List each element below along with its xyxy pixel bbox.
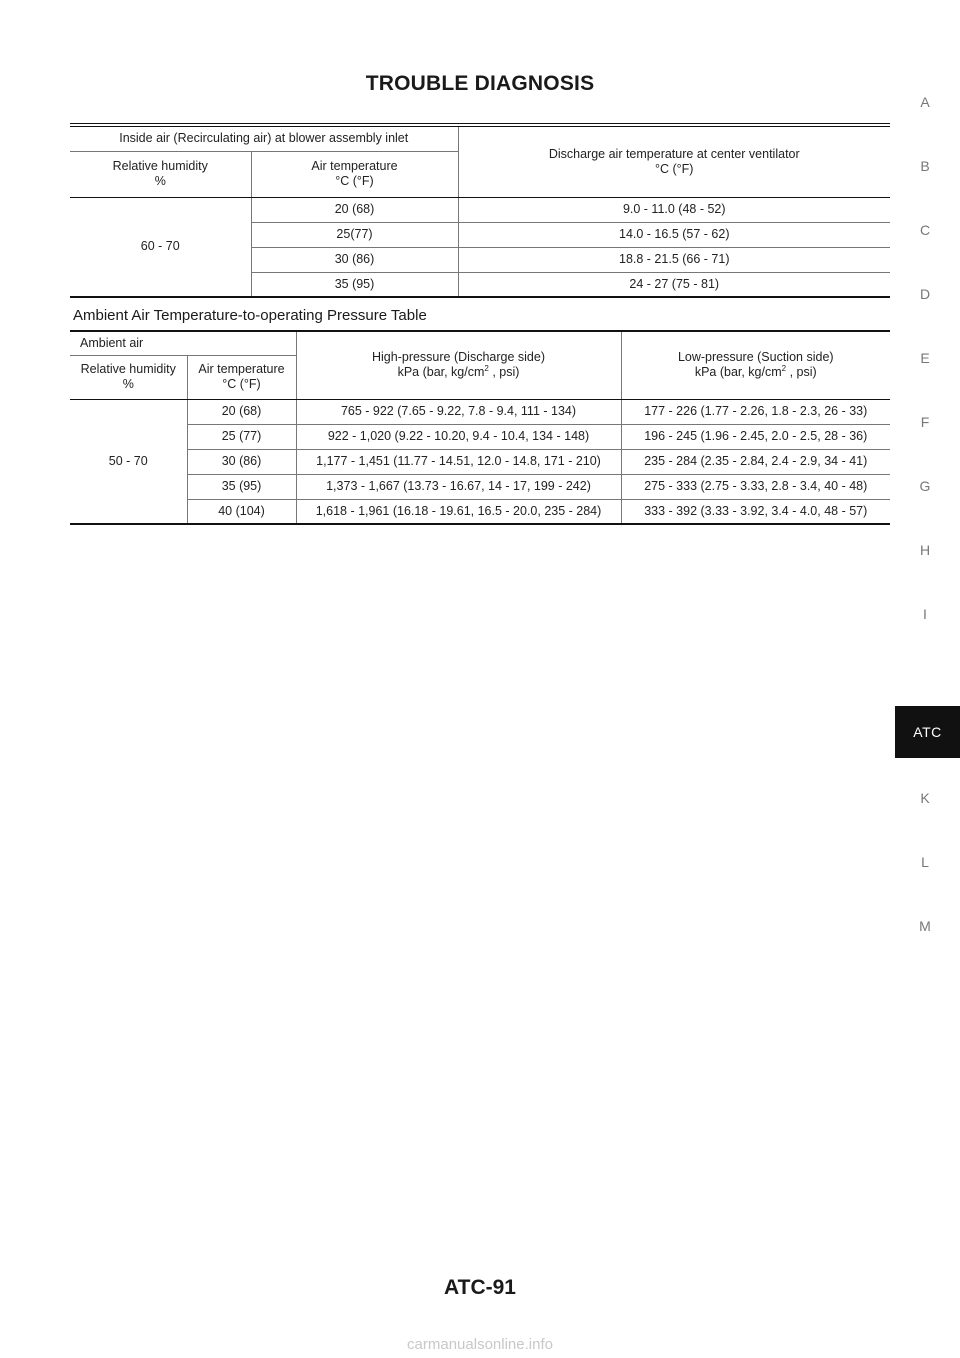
section-tab-atc-active[interactable]: ATC (895, 706, 960, 758)
section-tab-a[interactable]: A (920, 94, 930, 110)
table2-low-pressure-cell: 196 - 245 (1.96 - 2.45, 2.0 - 2.5, 28 - 36) (621, 424, 890, 449)
table2-high-pressure-cell: 1,373 - 1,667 (13.73 - 16.67, 14 - 17, 199 - 242) (296, 474, 621, 499)
table2-header-low-unit: kPa (bar, $kg/cm^2$ , psi) (694, 364, 817, 380)
table1-air-temp-cell: 20 (68) (251, 197, 458, 222)
table2-low-pressure-cell: 333 - 392 (3.33 - 3.92, 3.4 - 4.0, 48 - 57) (621, 499, 890, 524)
section-tab-c[interactable]: C (919, 222, 931, 238)
table1-discharge-cell: 18.8 - 21.5 (66 - 71) (458, 247, 890, 272)
table2-low-pressure-cell: 235 - 284 (2.35 - 2.84, 2.4 - 2.9, 34 - 41) (621, 449, 890, 474)
table1-discharge-cell: 9.0 - 11.0 (48 - 52) (458, 197, 890, 222)
table2-humidity-cell: 50 - 70 (70, 399, 187, 524)
section-tab-b[interactable]: B (920, 158, 930, 174)
table1-air-temp-cell: 30 (86) (251, 247, 458, 272)
table2-header-air-temp (187, 355, 296, 399)
table2-air-temp-cell: 35 (95) (187, 474, 296, 499)
table-row (70, 197, 890, 222)
section-heading: Ambient Air Temperature-to-operating Pressure Table (73, 307, 427, 324)
table2-header-air-temp-label: Air temperature (198, 362, 285, 376)
table2-header-low-pressure (621, 331, 890, 399)
table1-header-air-temp-label: Air temperature (311, 159, 398, 173)
table2-header-ambient-air: Ambient air (70, 331, 296, 355)
table2-air-temp-cell: 20 (68) (187, 399, 296, 424)
table1-header-air-temp (251, 151, 458, 197)
section-tab-f[interactable]: F (920, 414, 930, 430)
table1-header-humidity-unit: % (154, 174, 166, 188)
table-row (70, 474, 890, 499)
section-tab-i[interactable]: I (923, 606, 927, 622)
section-tab-g[interactable]: G (919, 478, 931, 494)
table1-header-humidity-label: Relative humidity (112, 159, 208, 173)
table2-low-pressure-cell: 275 - 333 (2.75 - 3.33, 2.8 - 3.4, 40 - 48) (621, 474, 890, 499)
table1-discharge-cell: 14.0 - 16.5 (57 - 62) (458, 222, 890, 247)
table1-header-discharge-label: Discharge air temperature at center ventilator (548, 146, 800, 161)
page-number: ATC-91 (444, 1276, 516, 1299)
table1-air-temp-cell: 35 (95) (251, 272, 458, 297)
table2-header-high-unit: kPa (bar, $kg/cm^2$ , psi) (397, 364, 520, 380)
table1-discharge-cell: 24 - 27 (75 - 81) (458, 272, 890, 297)
table2-high-pressure-cell: 1,618 - 1,961 (16.18 - 19.61, 16.5 - 20.0, 235 - 284) (296, 499, 621, 524)
table1-header-air-temp-unit: °C (°F) (335, 174, 374, 188)
table2-high-pressure-cell: 1,177 - 1,451 (11.77 - 14.51, 12.0 - 14.8, 171 - 210) (296, 449, 621, 474)
section-tab-e[interactable]: E (920, 350, 930, 366)
table1-header-humidity (70, 151, 251, 197)
table-row (70, 424, 890, 449)
table2-high-pressure-cell: 922 - 1,020 (9.22 - 10.20, 9.4 - 10.4, 134 - 148) (296, 424, 621, 449)
table2-header-low-label: Low-pressure (Suction side) (677, 350, 834, 365)
table-row (70, 399, 890, 424)
table2-header-air-temp-unit: °C (°F) (222, 377, 261, 391)
table-row (70, 499, 890, 524)
section-tab-d[interactable]: D (919, 286, 931, 302)
table1-header-inside-air: Inside air (Recirculating air) at blower assembly inlet (70, 125, 458, 151)
table2-air-temp-cell: 40 (104) (187, 499, 296, 524)
section-tab-k[interactable]: K (920, 790, 930, 806)
discharge-air-temperature-table (70, 123, 890, 298)
table1-header-discharge-unit: °C (°F) (655, 161, 694, 176)
page-title: TROUBLE DIAGNOSIS (365, 72, 595, 95)
watermark: carmanualsonline.info (407, 1336, 553, 1353)
table-row (70, 449, 890, 474)
section-tab-h[interactable]: H (919, 542, 931, 558)
table2-air-temp-cell: 25 (77) (187, 424, 296, 449)
table1-air-temp-cell: 25(77) (251, 222, 458, 247)
section-tab-l[interactable]: L (921, 854, 929, 870)
table1-humidity-cell: 60 - 70 (70, 197, 251, 297)
section-tab-m[interactable]: M (919, 918, 931, 934)
table2-header-humidity (70, 355, 187, 399)
table2-header-humidity-unit: % (122, 377, 134, 391)
table2-header-humidity-label: Relative humidity (80, 362, 176, 376)
table2-low-pressure-cell: 177 - 226 (1.77 - 2.26, 1.8 - 2.3, 26 - 33) (621, 399, 890, 424)
table2-high-pressure-cell: 765 - 922 (7.65 - 9.22, 7.8 - 9.4, 111 - 134) (296, 399, 621, 424)
table2-air-temp-cell: 30 (86) (187, 449, 296, 474)
table2-header-high-pressure (296, 331, 621, 399)
table2-header-high-label: High-pressure (Discharge side) (372, 350, 545, 365)
operating-pressure-table (70, 330, 890, 525)
table1-header-discharge (458, 125, 890, 197)
